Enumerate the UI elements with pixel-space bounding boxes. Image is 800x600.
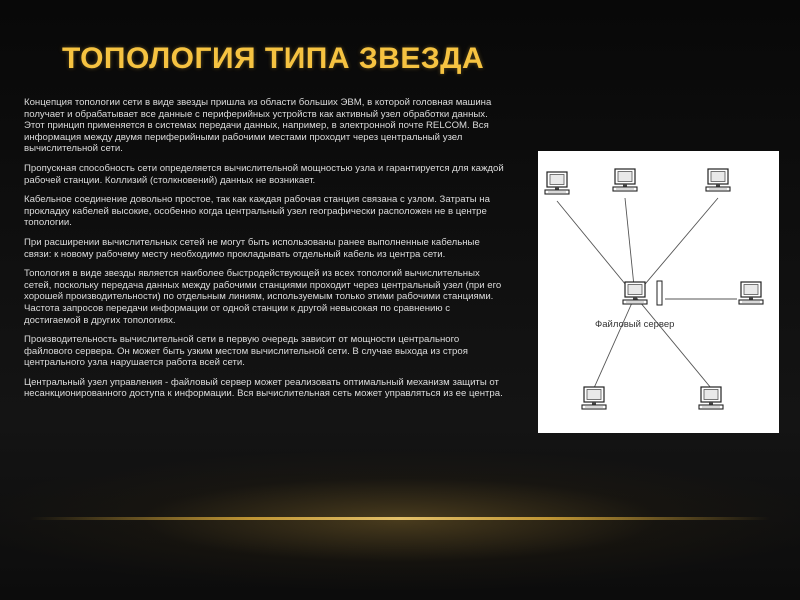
computer-icon <box>699 387 723 409</box>
computer-icon <box>706 169 730 191</box>
paragraph-6: Производительность вычислительной сети в первую очередь зависит от мощности центрального файлового сервера. Он может быть узким местом вычислительной сети. В случае выхода из строя центрального узла нарушается работа всей сети. <box>24 334 468 369</box>
body-text <box>24 97 508 408</box>
paragraph-2: Пропускная способность сети определяется вычислительной мощностью узла и гарантируется для каждой рабочей станции. Коллизий (столкновений) данных не возникает. <box>24 162 504 186</box>
computer-icon <box>545 172 569 194</box>
workstation-top-center <box>613 169 637 191</box>
paragraph-3: Кабельное соединение довольно простое, так как каждая рабочая станция связана с узлом. Затраты на прокладку кабелей высокие, особенно когда центральный узел географически расположен не в центре топологии. <box>24 194 490 229</box>
paragraph-5: Топология в виде звезды является наиболее быстродействующей из всех топологий вычислительных сетей, поскольку передача данных между рабочими станциями проходит через центральный узел (при его хорошей производительности) по отдельным линиям, используемым только этими рабочими станциями. Частота запросов передачи информации от одной станции к другой невысокая по сравнению с достигаемой в других топологиях. <box>24 268 502 326</box>
workstation-bottom-left <box>582 387 606 409</box>
star-topology-diagram <box>538 151 779 433</box>
paragraph-4: При расширении вычислительных сетей не могут быть использованы ранее выполненные кабельные связи: к новому рабочему месту необходимо прокладывать отдельный кабель из центра сети. <box>24 236 480 260</box>
server-label: Файловый сервер <box>595 319 675 330</box>
cable-lines <box>557 198 737 388</box>
decorative-glow-line <box>30 517 770 520</box>
workstation-top-right <box>706 169 730 191</box>
slide-title: ТОПОЛОГИЯ ТИПА ЗВЕЗДА <box>62 42 485 75</box>
paragraph-1: Концепция топологии сети в виде звезды пришла из области больших ЭВМ, в которой головная машина получает и обрабатывает все данные с периферийных устройств как активный узел обработки данных. Этот принцип применяется в системах передачи данных, например, в электронной почте RELCOM. Вся информация между двумя периферийными рабочими местами проходит через центральный узел вычислительной сети. <box>24 97 492 155</box>
paragraph-7: Центральный узел управления - файловый сервер может реализовать оптимальный механизм защиты от несанкционированного доступа к информации. Вся вычислительная сеть может управляться из ее центра. <box>24 376 503 400</box>
computer-icon <box>613 169 637 191</box>
server-icon <box>623 281 662 305</box>
workstation-top-left <box>545 172 569 194</box>
workstation-right <box>739 282 763 304</box>
computer-icon <box>739 282 763 304</box>
workstation-bottom-right <box>699 387 723 409</box>
computer-icon <box>582 387 606 409</box>
